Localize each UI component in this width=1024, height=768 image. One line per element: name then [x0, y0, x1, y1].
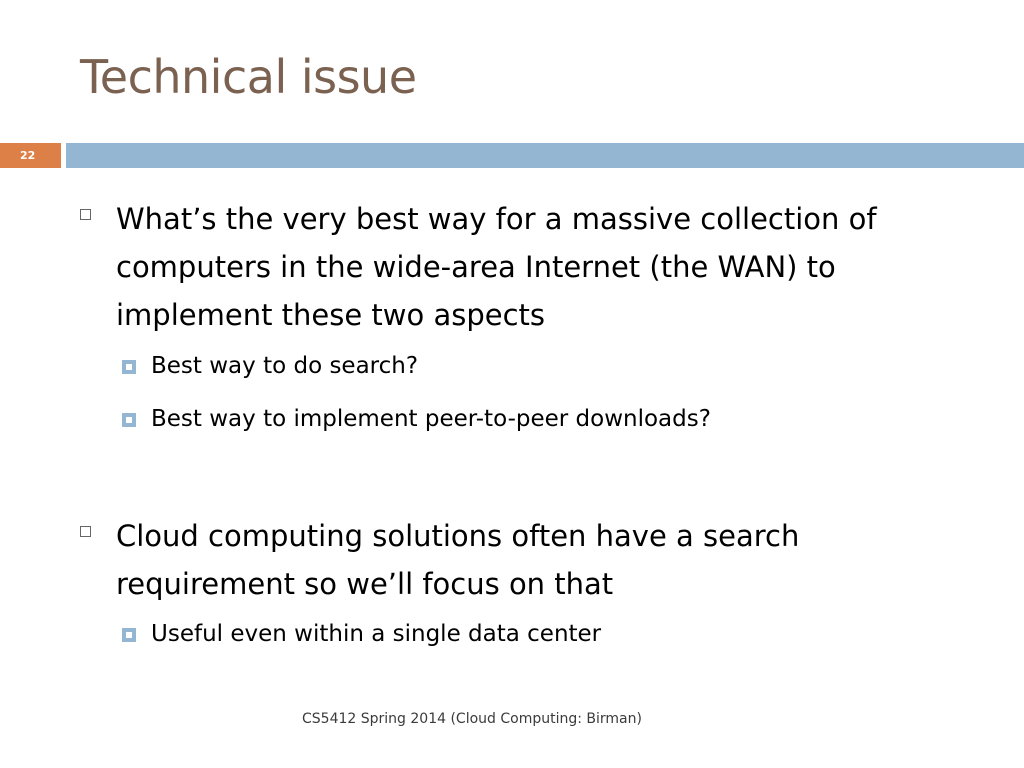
- sub-bullet-2-1-text: Useful even within a single data center: [151, 621, 602, 647]
- header-accent-bar: [66, 143, 1024, 168]
- slide-title: Technical issue: [80, 50, 417, 104]
- sub-bullet-1-1-text: Best way to do search?: [151, 353, 419, 379]
- hollow-square-bullet-icon: [80, 526, 91, 537]
- hollow-square-bullet-icon: [80, 209, 91, 220]
- bullet-2-text: Cloud computing solutions often have a search requirement so we’ll focus on that: [116, 519, 800, 601]
- slide-number: 22: [0, 143, 61, 168]
- bullet-1-text: What’s the very best way for a massive collection of computers in the wide-area Internet (the WAN) to implement these two aspects: [116, 202, 877, 332]
- square-bullet-icon: [122, 360, 136, 374]
- square-bullet-icon: [122, 628, 136, 642]
- slide-footer: CS5412 Spring 2014 (Cloud Computing: Birman): [302, 711, 642, 727]
- square-bullet-icon: [122, 413, 136, 427]
- sub-bullet-1-2-text: Best way to implement peer-to-peer downloads?: [151, 406, 711, 432]
